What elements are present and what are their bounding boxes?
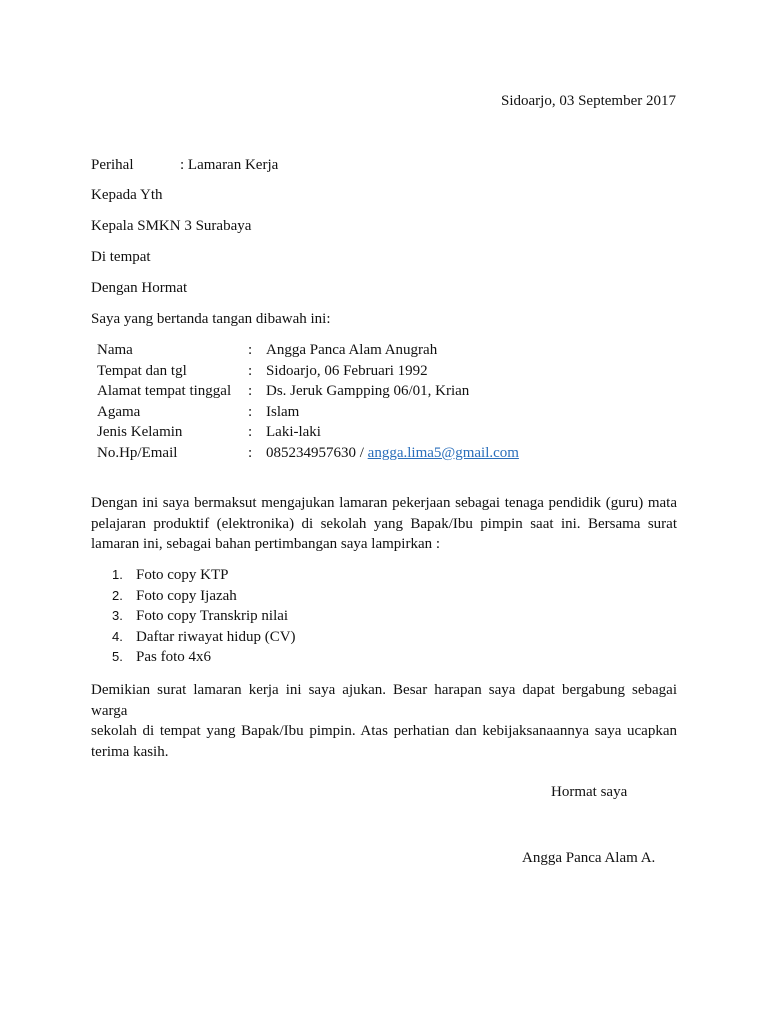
body-line: Dengan ini saya bermaksut mengajukan lamaran pekerjaan sebagai tenaga pendidik (guru) mata (91, 495, 677, 511)
body-line: lamaran ini, sebagai bahan pertimbangan saya lampirkan : (91, 536, 441, 552)
identity-separator: : (248, 342, 253, 358)
list-text: Foto copy Transkrip nilai (136, 608, 289, 624)
identity-separator: : (248, 362, 253, 379)
recipient-location: Di tempat (91, 249, 151, 265)
list-item (112, 566, 229, 586)
list-item (112, 628, 296, 648)
identity-value: Sidoarjo, 06 Februari 1992 (266, 362, 428, 379)
list-item (112, 587, 237, 607)
list-number: 3. (112, 608, 123, 623)
identity-separator: : (248, 383, 253, 399)
email-link[interactable]: angga.lima5@gmail.com (367, 444, 519, 461)
list-text: Foto copy Ijazah (136, 587, 237, 604)
list-text: Daftar riwayat hidup (CV) (136, 628, 296, 645)
list-number: 2. (112, 587, 123, 603)
list-text: Foto copy KTP (136, 567, 229, 583)
letter-date: Sidoarjo, 03 September 2017 (501, 93, 676, 109)
greeting: Dengan Hormat (91, 280, 188, 296)
list-item (112, 648, 211, 668)
closing-line: Demikian surat lamaran kerja ini saya ajukan. Besar harapan saya dapat bergabung sebagai warga (91, 682, 677, 719)
identity-separator: : (248, 403, 253, 420)
identity-label: Tempat dan tgl (97, 362, 187, 379)
phone-number: 085234957630 / (266, 444, 368, 461)
identity-value: Islam (266, 403, 300, 420)
list-number: 4. (112, 628, 123, 644)
recipient-salutation: Kepada Yth (91, 187, 163, 203)
identity-value: Angga Panca Alam Anugrah (266, 342, 438, 358)
closing-line: sekolah di tempat yang Bapak/Ibu pimpin. Atas perhatian dan kebijaksanaannya saya ucapkan (91, 723, 677, 739)
signer-name: Angga Panca Alam A. (522, 850, 656, 866)
list-number: 5. (112, 649, 123, 664)
intro-text: Saya yang bertanda tangan dibawah ini: (91, 311, 331, 327)
identity-label: Alamat tempat tinggal (97, 383, 232, 399)
perihal-value: : Lamaran Kerja (180, 157, 279, 173)
identity-label: Jenis Kelamin (97, 424, 183, 440)
identity-separator: : (248, 444, 253, 461)
perihal-label: Perihal (91, 157, 134, 173)
closing-line: terima kasih. (91, 743, 169, 760)
identity-label: Agama (97, 403, 141, 420)
identity-separator: : (248, 424, 253, 440)
identity-label: Nama (97, 342, 133, 358)
recipient-name: Kepala SMKN 3 Surabaya (91, 218, 252, 234)
identity-label: No.Hp/Email (97, 444, 178, 461)
list-number: 1. (112, 567, 123, 582)
identity-value (266, 444, 519, 462)
identity-value: Ds. Jeruk Gampping 06/01, Krian (266, 383, 470, 399)
list-text: Pas foto 4x6 (136, 649, 211, 665)
list-item (112, 607, 288, 627)
body-paragraph (91, 493, 677, 555)
closing-salutation: Hormat saya (551, 784, 628, 800)
body-line: pelajaran produktif (elektronika) di sekolah yang Bapak/Ibu pimpin saat ini. Bersama surat (91, 515, 677, 532)
closing-paragraph (91, 680, 677, 762)
identity-value: Laki-laki (266, 424, 321, 440)
